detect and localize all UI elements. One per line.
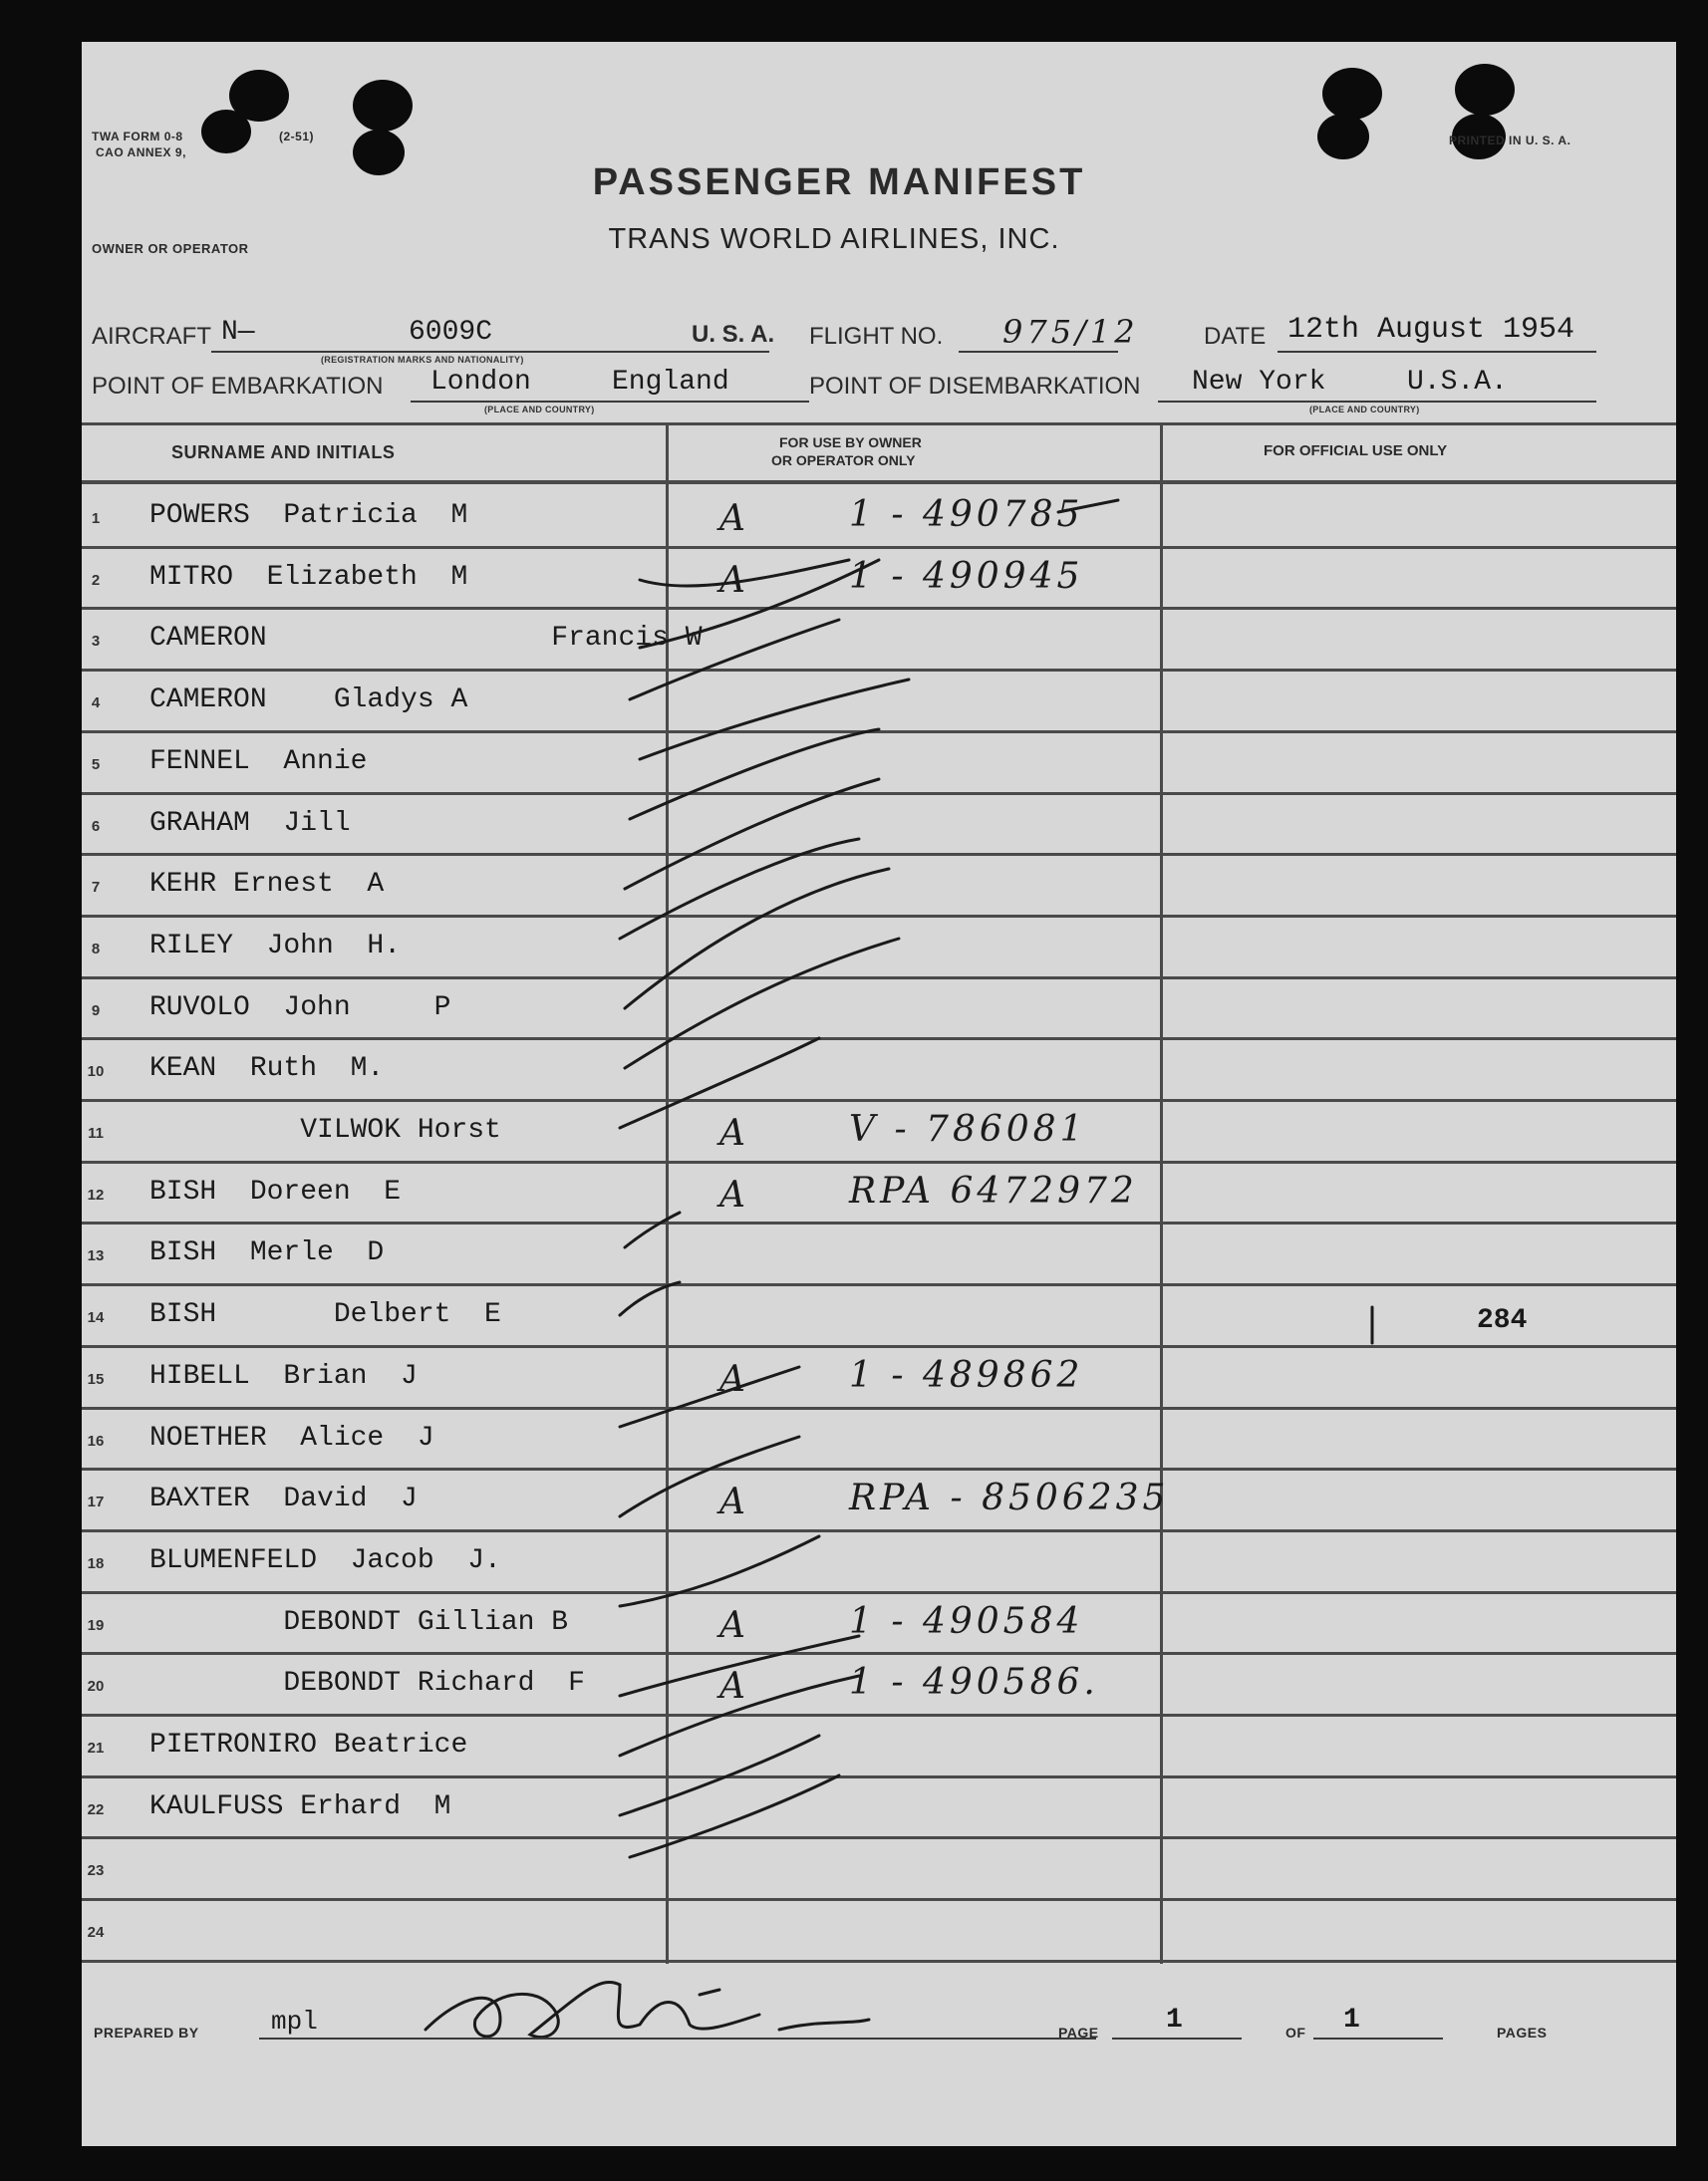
disembarkation-city: New York (1192, 367, 1326, 398)
row-number: 7 (91, 879, 101, 897)
flight-date: 12th August 1954 (1287, 313, 1575, 347)
form-number: TWA FORM 0-8 (92, 130, 183, 143)
row-number: 17 (87, 1494, 105, 1511)
row-number: 12 (87, 1186, 105, 1204)
disembarkation-country: U.S.A. (1407, 367, 1508, 398)
owner-column-header-2: OR OPERATOR ONLY (771, 452, 916, 468)
row-number: 14 (87, 1309, 105, 1327)
row-number: 8 (91, 940, 101, 957)
row-number: 23 (87, 1862, 105, 1880)
total-pages: 1 (1343, 2005, 1360, 2036)
form-date: (2-51) (279, 130, 315, 143)
cao-annex: CAO ANNEX 9, (96, 145, 186, 159)
passenger-name: KEAN Ruth M. (149, 1053, 385, 1085)
registration-caption: (REGISTRATION MARKS AND NATIONALITY) (321, 355, 524, 365)
flight-number: 975/12 (1002, 313, 1139, 351)
row-number: 21 (87, 1740, 105, 1757)
embarkation-country: England (612, 367, 729, 398)
passenger-name: RUVOLO John P (149, 991, 451, 1023)
row-number: 20 (87, 1678, 105, 1696)
owner-column-header-1: FOR USE BY OWNER (779, 434, 922, 450)
embarkation-city: London (430, 367, 531, 398)
prepared-underline (259, 2038, 1096, 2040)
disembarkation-label: POINT OF DISEMBARKATION (809, 373, 1141, 400)
passenger-name: BISH Doreen E (149, 1176, 402, 1208)
date-label: DATE (1204, 323, 1267, 350)
aircraft-prefix: N— (221, 317, 255, 348)
aircraft-label: AIRCRAFT (92, 323, 211, 350)
document-number: RPA 6472972 (849, 1170, 1138, 1212)
passenger-name: KAULFUSS Erhard M (149, 1790, 451, 1822)
passenger-name: GRAHAM Jill (149, 807, 351, 839)
row-number: 15 (87, 1370, 105, 1388)
row-number: 24 (87, 1924, 105, 1942)
owner-mark: A (719, 498, 749, 539)
row-number: 3 (91, 633, 101, 651)
row-number: 5 (91, 755, 101, 773)
prepared-by: mpl (271, 2007, 318, 2037)
passenger-name: NOETHER Alice J (149, 1422, 434, 1454)
passenger-name: RILEY John H. (149, 930, 402, 961)
passenger-name: VILWOK Horst (149, 1115, 501, 1146)
names-column-header: SURNAME AND INITIALS (171, 442, 396, 462)
row-number: 13 (87, 1247, 105, 1265)
owner-operator-label: OWNER OR OPERATOR (92, 241, 249, 256)
stamp-number: 284 (1477, 1305, 1528, 1336)
passenger-name: KEHR Ernest A (149, 869, 385, 901)
embarkation-label: POINT OF EMBARKATION (92, 373, 384, 400)
document-number: 1 - 490945 (849, 555, 1084, 597)
row-number: 4 (91, 694, 101, 712)
of-underline (1313, 2038, 1443, 2040)
owner-mark: A (719, 1358, 749, 1400)
owner-mark: A (719, 1113, 749, 1154)
passenger-name: BAXTER David J (149, 1484, 418, 1515)
row-number: 1 (91, 510, 101, 527)
embark-place-caption: (PLACE AND COUNTRY) (484, 405, 595, 414)
passenger-name: MITRO Elizabeth M (149, 561, 468, 593)
official-column-header: FOR OFFICIAL USE ONLY (1264, 442, 1448, 459)
prepared-by-label: PREPARED BY (94, 2025, 199, 2041)
owner-mark: A (719, 1604, 749, 1646)
pages-label: PAGES (1497, 2025, 1548, 2041)
owner-mark: A (719, 1482, 749, 1523)
row-number: 22 (87, 1800, 105, 1818)
owner-mark: A (719, 1666, 749, 1708)
row-number: 11 (88, 1125, 104, 1142)
page-number: 1 (1166, 2005, 1183, 2036)
passenger-name: PIETRONIRO Beatrice (149, 1730, 468, 1761)
row-number: 2 (91, 571, 101, 589)
passenger-name: DEBONDT Gillian B (149, 1606, 569, 1638)
page-underline (1112, 2038, 1242, 2040)
row-number: 10 (87, 1063, 105, 1081)
owner-mark: A (719, 559, 749, 601)
page-label: PAGE (1058, 2025, 1099, 2041)
of-label: OF (1285, 2025, 1306, 2041)
document-number: 1 - 490785 (849, 494, 1084, 535)
row-number: 6 (91, 817, 101, 835)
row-number: 18 (87, 1554, 105, 1572)
passenger-name: CAMERON Francis W (149, 623, 703, 655)
passenger-name: BISH Delbert E (149, 1299, 501, 1331)
passenger-name: CAMERON Gladys A (149, 684, 468, 716)
passenger-name: HIBELL Brian J (149, 1360, 418, 1392)
page-title: PASSENGER MANIFEST (592, 161, 1086, 203)
flight-number-label: FLIGHT NO. (809, 323, 944, 350)
disembark-place-caption: (PLACE AND COUNTRY) (1309, 405, 1420, 414)
row-number: 19 (87, 1616, 105, 1634)
manifest-page (82, 42, 1676, 2146)
row-number: 16 (87, 1432, 105, 1450)
passenger-name: BLUMENFELD Jacob J. (149, 1544, 501, 1576)
owner-mark: A (719, 1174, 749, 1216)
passenger-name: POWERS Patricia M (149, 500, 468, 531)
checkmark-strokes (82, 42, 1676, 2146)
passenger-name: BISH Merle D (149, 1237, 385, 1269)
document-number: 1 - 489862 (849, 1354, 1084, 1396)
passenger-name: FENNEL Annie (149, 745, 368, 777)
document-number: 1 - 490586. (849, 1662, 1099, 1704)
printed-in: PRINTED IN U. S. A. (1449, 134, 1571, 147)
company-name: TRANS WORLD AIRLINES, INC. (608, 223, 1060, 255)
aircraft-number: 6009C (409, 317, 493, 348)
nationality: U. S. A. (692, 321, 775, 348)
passenger-name: DEBONDT Richard F (149, 1668, 585, 1700)
document-number: 1 - 490584 (849, 1600, 1084, 1642)
document-number: V - 786081 (849, 1109, 1087, 1150)
row-number: 9 (91, 1001, 101, 1019)
document-number: RPA - 8506235 (849, 1478, 1170, 1519)
